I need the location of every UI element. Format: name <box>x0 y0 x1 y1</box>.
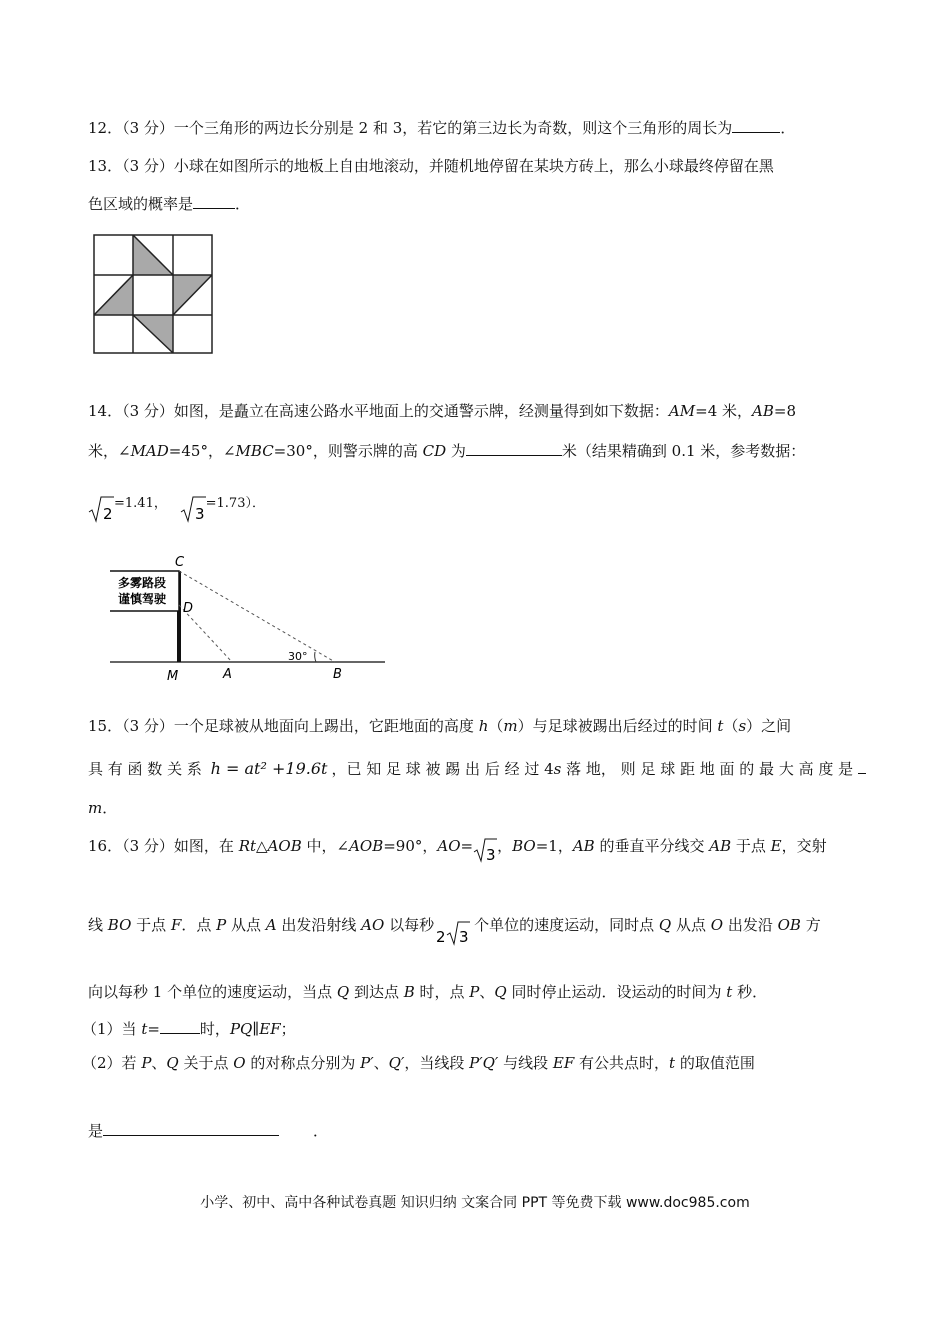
question-text: 具 有 函 数 关 系 <box>88 760 202 778</box>
question-text: 是 <box>88 1122 104 1140</box>
question-text: =4 米， <box>695 402 753 420</box>
radical-icon <box>473 835 497 863</box>
question-text: ）与足球被踢出后经过的时间 <box>517 717 718 735</box>
point-label-b: B <box>333 667 342 682</box>
question-number: 16． <box>88 837 123 855</box>
question-text: ∥ <box>252 1020 260 1038</box>
var-h: h <box>478 717 489 735</box>
question-16-line-2 <box>88 915 821 946</box>
radical-icon <box>436 916 472 946</box>
var-e: E <box>770 837 782 855</box>
question-text: ； <box>280 1020 296 1038</box>
line-cb <box>179 571 335 662</box>
question-13 <box>88 156 774 176</box>
var-pq: PQ <box>229 1020 253 1038</box>
var-ab: AB <box>709 837 732 855</box>
var-bo: BO <box>107 916 132 934</box>
question-text: 时，点 <box>414 983 470 1001</box>
question-text: 有公共点时， <box>574 1054 670 1072</box>
question-text: 、 <box>479 983 495 1001</box>
svg-text:2: 2 <box>103 505 113 523</box>
var-aob: AOB <box>267 837 302 855</box>
question-text: ．点 <box>181 916 217 934</box>
answer-blank <box>193 194 235 209</box>
question-text: =30°，则警示牌的高 <box>273 442 423 460</box>
question-text: 、 <box>151 1054 167 1072</box>
question-text: 于点 <box>731 837 771 855</box>
question-text: （ <box>488 717 504 735</box>
question-text: 从点 <box>671 916 711 934</box>
question-12 <box>88 118 795 138</box>
var-p: P <box>216 916 227 934</box>
var-bo: BO <box>512 837 536 855</box>
answer-blank <box>466 441 562 456</box>
question-text: 到达点 <box>349 983 404 1001</box>
question-end: ． <box>780 119 796 137</box>
question-text: 一个足球被从地面向上踢出，它距地面的高度 <box>173 717 479 735</box>
question-text: 色区域的概率是 <box>88 195 194 213</box>
question-text: = <box>147 1020 160 1038</box>
question-end: ． <box>313 1122 329 1140</box>
point-label-c: C <box>175 555 185 570</box>
question-text: ，已 知 足 球 被 踢 出 后 经 过 4 <box>331 760 554 778</box>
question-text: 从点 <box>226 916 266 934</box>
var-s: s <box>738 717 747 735</box>
question-text: 线 <box>88 916 108 934</box>
question-score: （3 分） <box>122 837 174 855</box>
question-text: 如图，是矗立在高速公路水平地面上的交通警示牌，经测量得到如下数据： <box>173 402 669 420</box>
question-16-part-2 <box>82 1053 755 1073</box>
var-q: Q <box>166 1054 179 1072</box>
var-ab: AB <box>752 402 774 420</box>
var-aob: AOB <box>349 837 384 855</box>
var-rt: Rt <box>238 837 257 855</box>
question-score: （3 分） <box>122 119 174 137</box>
sqrt3-symbol <box>473 835 497 863</box>
var-q: Q <box>494 983 507 1001</box>
var-q: Q <box>658 916 672 934</box>
var-mad: MAD <box>130 442 169 460</box>
question-15 <box>88 716 791 736</box>
question-number: 15． <box>88 717 123 735</box>
var-ab: AB <box>572 837 595 855</box>
var-t: t <box>726 983 733 1001</box>
question-text: ，交射 <box>781 837 827 855</box>
var-b: B <box>403 983 415 1001</box>
answer-blank <box>103 1121 279 1136</box>
radical-icon <box>180 495 206 523</box>
question-text: 时， <box>199 1020 230 1038</box>
var-ef: EF <box>552 1054 575 1072</box>
point-label-m: M <box>167 669 179 684</box>
var-o: O <box>710 916 724 934</box>
var-t: t <box>717 717 724 735</box>
var-q: Q <box>336 983 350 1001</box>
question-end: ． <box>102 799 118 817</box>
two-sqrt3-symbol <box>436 916 472 946</box>
question-14-line-3 <box>88 494 265 523</box>
question-score: （3 分） <box>122 717 174 735</box>
question-text: 小球在如图所示的地板上自由地滚动，并随机地停留在某块方砖上，那么小球最终停留在黑 <box>173 157 774 175</box>
var-ao: AO <box>437 837 461 855</box>
sqrt3-symbol <box>180 495 206 523</box>
question-text: （ <box>723 717 739 735</box>
var-pq-prime: P′Q′ <box>469 1054 499 1072</box>
question-number: 13． <box>88 157 123 175</box>
question-text: △ <box>256 837 268 855</box>
var-am: AM <box>668 402 696 420</box>
svg-text:3: 3 <box>486 846 496 863</box>
page-footer: 小学、初中、高中各种试卷真题 知识归纳 文案合同 PPT 等免费下载 www.doc985.com <box>200 1195 750 1211</box>
question-text: 向以每秒 1 个单位的速度运动，当点 <box>88 983 337 1001</box>
question-text: ）之间 <box>746 717 792 735</box>
question-text: 中，∠ <box>301 837 350 855</box>
question-text: =1， <box>535 837 573 855</box>
answer-blank <box>160 1019 200 1034</box>
question-13-line-2 <box>88 194 250 214</box>
answer-blank <box>732 118 780 133</box>
question-text: （1）当 <box>82 1020 142 1038</box>
question-text: 以每秒 <box>384 916 435 934</box>
svg-text:2: 2 <box>436 928 446 946</box>
question-text: 秒． <box>732 983 768 1001</box>
var-p-prime: P′ <box>360 1054 374 1072</box>
var-t: t <box>141 1020 148 1038</box>
question-text: = <box>460 837 474 855</box>
var-o: O <box>233 1054 246 1072</box>
question-text: 米（结果精确到 0.1 米，参考数据： <box>561 442 806 460</box>
var-ao: AO <box>361 916 385 934</box>
question-text: 方 <box>800 916 821 934</box>
angle-arc <box>315 652 316 662</box>
tile-grid-figure <box>92 233 216 357</box>
question-16 <box>88 835 827 863</box>
question-number: 14． <box>88 402 123 420</box>
sqrt2-symbol <box>88 495 114 523</box>
question-14-line-2 <box>88 441 805 461</box>
var-p: P <box>141 1054 152 1072</box>
var-cd: CD <box>422 442 447 460</box>
answer-blank <box>858 759 866 774</box>
var-m: m <box>88 799 103 817</box>
question-text: 同时停止运动．设运动的时间为 <box>506 983 727 1001</box>
question-text: ， <box>497 837 513 855</box>
sign-text-line-2: 谨慎驾驶 <box>117 592 167 606</box>
warning-sign-figure <box>110 550 390 685</box>
question-text: =8 <box>773 402 796 420</box>
var-ob: OB <box>777 916 801 934</box>
question-text: 的取值范围 <box>675 1054 755 1072</box>
question-score: （3 分） <box>122 157 174 175</box>
question-text: 出发沿射线 <box>276 916 362 934</box>
var-p: P <box>469 983 480 1001</box>
svg-text:3: 3 <box>459 928 469 946</box>
question-15-line-3 <box>88 798 117 818</box>
question-end: ． <box>235 195 251 213</box>
question-text: 出发沿 <box>723 916 778 934</box>
question-score: （3 分） <box>122 402 174 420</box>
var-m: m <box>503 717 518 735</box>
question-text: 于点 <box>131 916 171 934</box>
question-text: 为 <box>446 442 466 460</box>
var-ef: EF <box>259 1020 281 1038</box>
question-text: ，当线段 <box>404 1054 470 1072</box>
question-14 <box>88 401 796 421</box>
question-text: 个单位的速度运动，同时点 <box>474 916 659 934</box>
sqrt2-value: =1.41， <box>114 496 167 511</box>
var-f: F <box>170 916 182 934</box>
question-text: 一个三角形的两边长分别是 2 和 3，若它的第三边长为奇数，则这个三角形的周长为 <box>173 119 733 137</box>
question-text: 的对称点分别为 <box>245 1054 361 1072</box>
question-text: 、 <box>373 1054 389 1072</box>
question-16-part-2-line-2 <box>88 1121 328 1141</box>
question-text: =90°， <box>383 837 438 855</box>
question-text: =45°，∠ <box>168 442 236 460</box>
question-text: 落 地， 则 足 球 距 地 面 的 最 大 高 度 是 <box>561 760 858 778</box>
question-text: 米，∠ <box>88 442 131 460</box>
question-text: 与线段 <box>498 1054 553 1072</box>
var-q-prime: Q′ <box>388 1054 405 1072</box>
sign-text-line-1: 多雾路段 <box>117 576 167 590</box>
question-16-line-3 <box>88 982 767 1002</box>
point-label-a: A <box>223 667 232 682</box>
svg-text:3: 3 <box>194 505 205 523</box>
question-16-part-1 <box>82 1019 296 1039</box>
sqrt3-value: =1.73）． <box>205 496 265 511</box>
question-15-line-2 <box>88 759 866 779</box>
question-number: 12． <box>88 119 123 137</box>
var-a: A <box>265 916 277 934</box>
var-t: t <box>669 1054 676 1072</box>
var-s: s <box>553 760 562 778</box>
question-text: 关于点 <box>178 1054 234 1072</box>
angle-label: 30° <box>288 650 308 663</box>
radical-icon <box>88 495 114 523</box>
formula: h = at² +19.6t <box>210 759 328 778</box>
var-mbc: MBC <box>235 442 274 460</box>
point-label-d: D <box>183 601 194 616</box>
question-text: （2）若 <box>82 1054 142 1072</box>
question-text: 的垂直平分线交 <box>594 837 710 855</box>
question-text: 如图，在 <box>173 837 239 855</box>
